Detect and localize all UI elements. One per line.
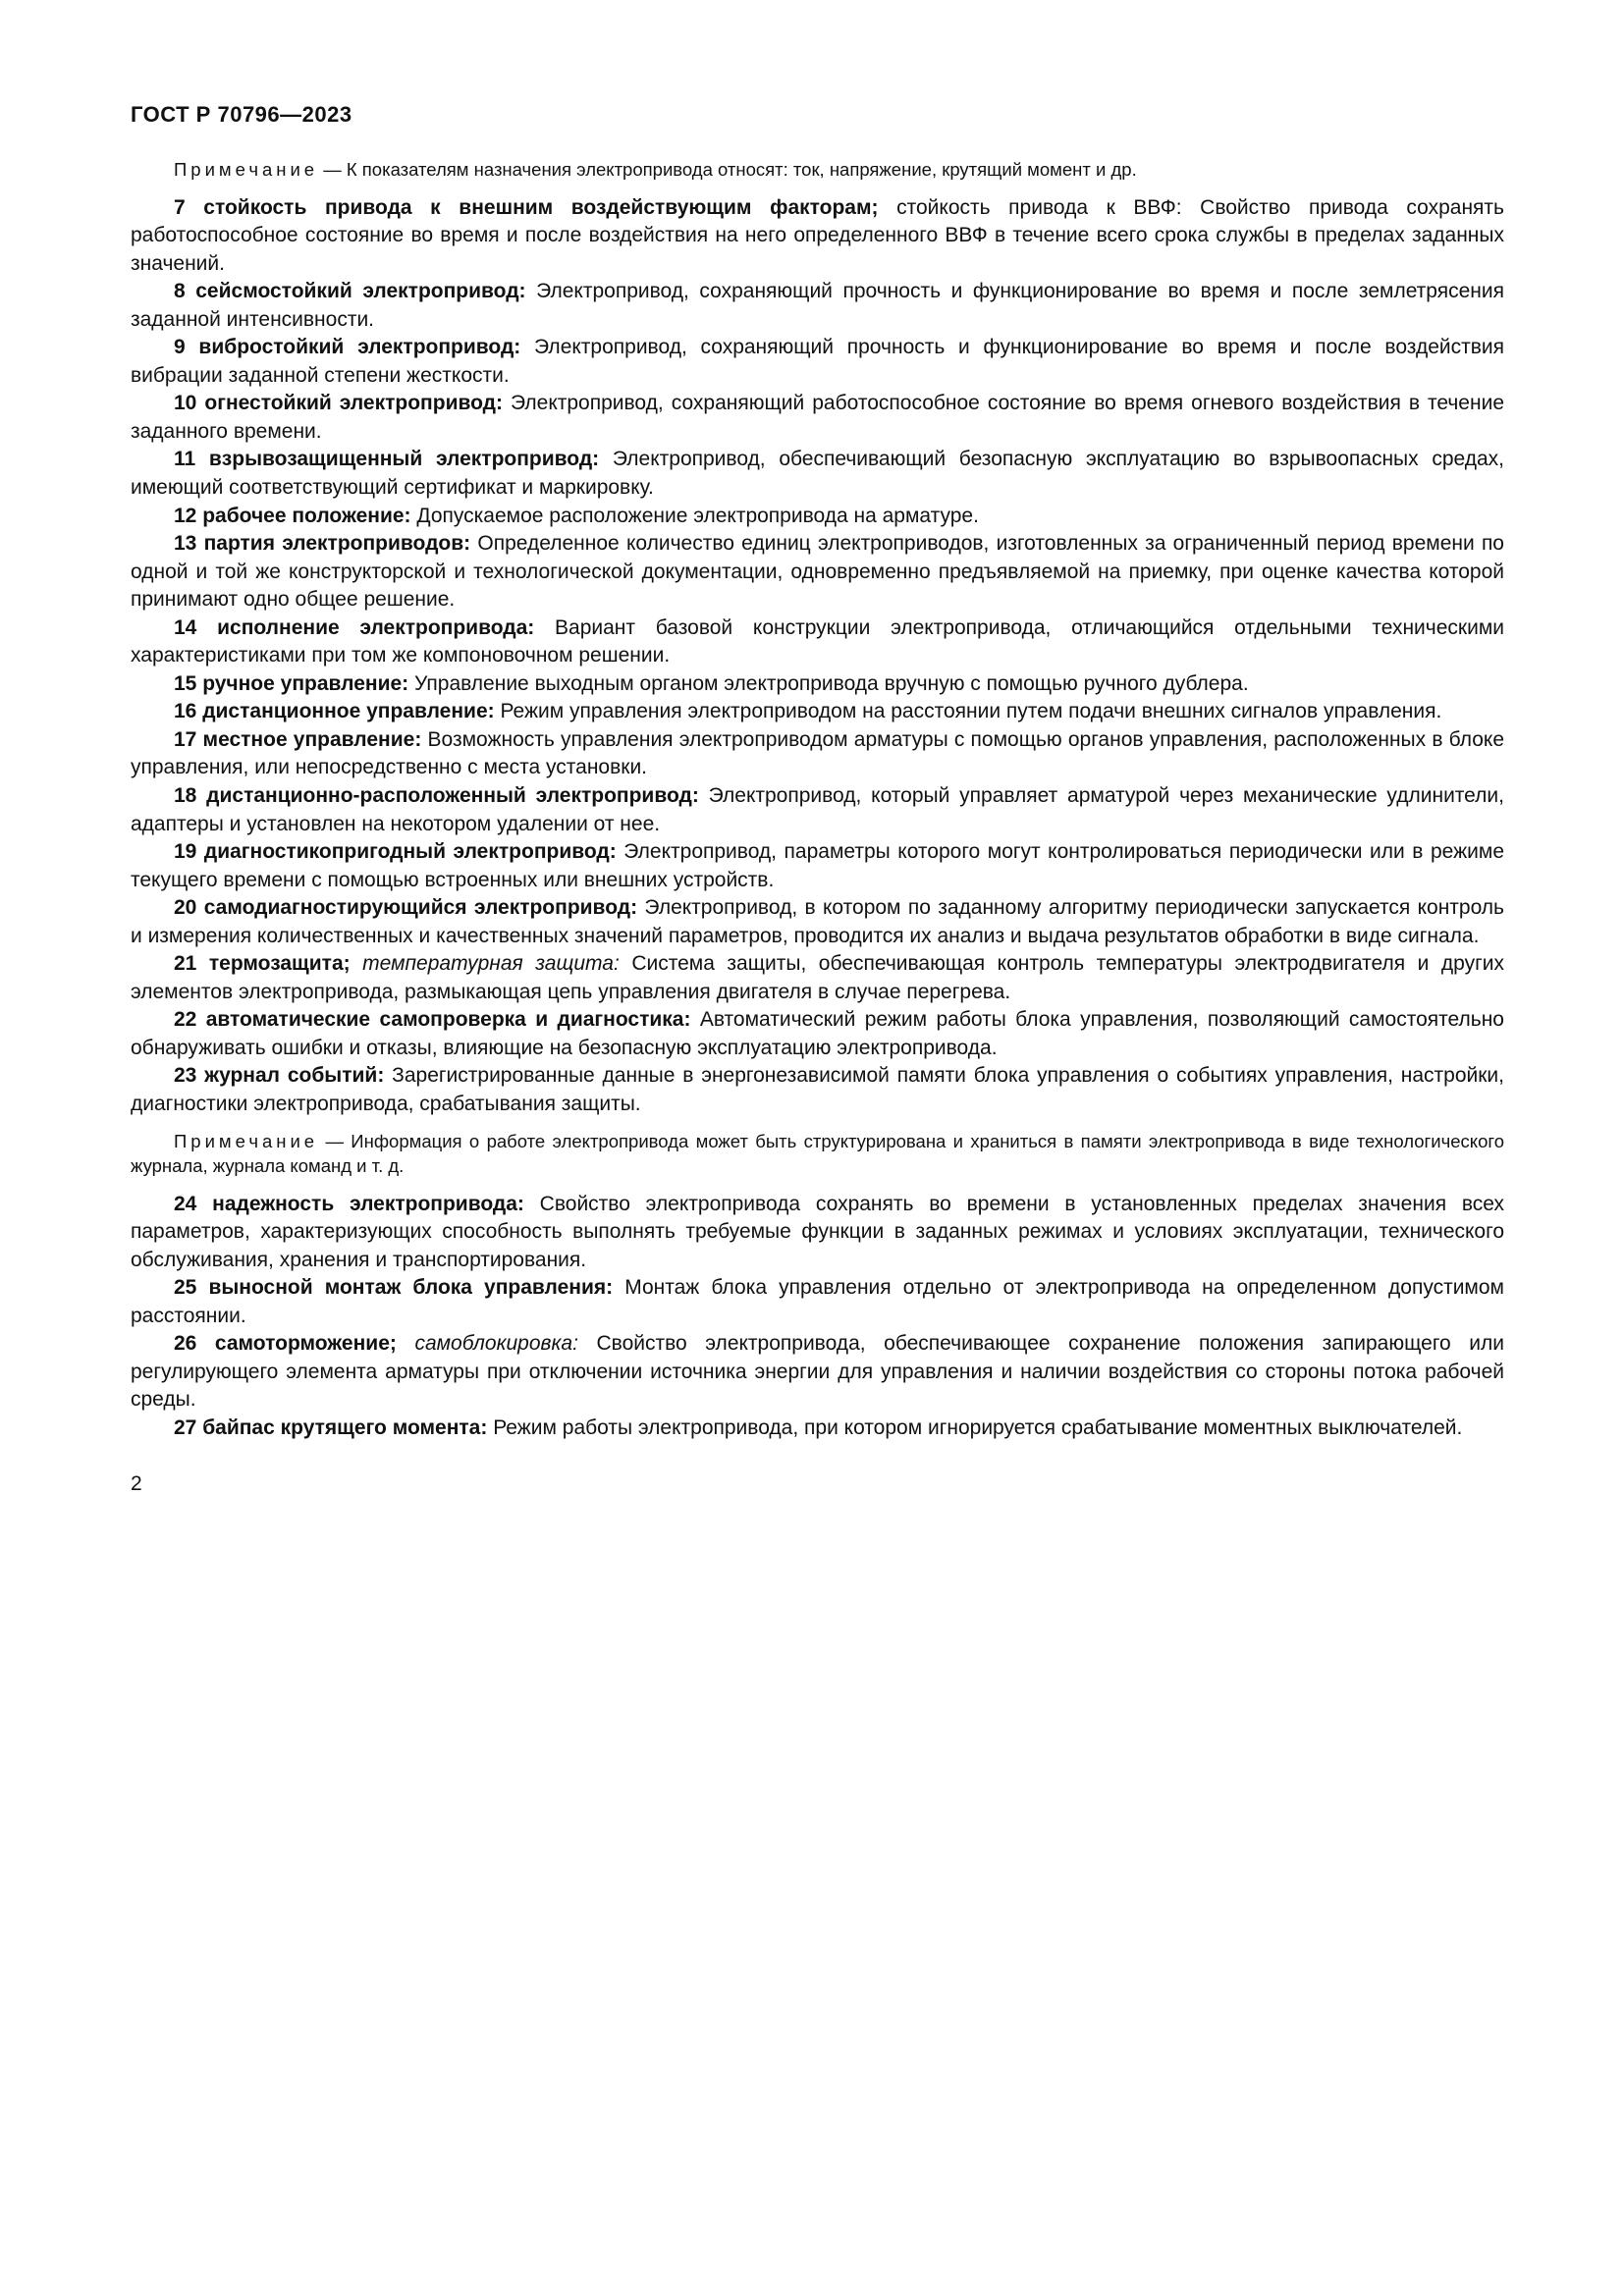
term-name: 24 надежность электропривода: [174, 1192, 524, 1215]
term-paragraph: 18 дистанционно-расположенный электропривод: Электропривод, который управляет арматурой через механические удлинители, адаптеры и установлен на некотором удалении от нее. [131, 784, 1504, 835]
term-name: 25 выносной монтаж блока управления: [174, 1276, 614, 1300]
note-text: — К показателям назначения электропривода относят: ток, напряжение, крутящий момент и др. [323, 159, 1137, 180]
term-name: 18 дистанционно-расположенный электропривод: [174, 784, 699, 807]
note-label: Примечание [174, 159, 319, 180]
term-paragraph: 22 автоматические самопроверка и диагностика: Автоматический режим работы блока управления, позволяющий самостоятельно обнаруживать ошибки и отказы, влияющие на безопасную эксплуатацию электропривода. [131, 1008, 1504, 1059]
note-label: Примечание [174, 1130, 319, 1151]
term-name: 20 самодиагностирующийся электропривод: [174, 896, 638, 920]
term-paragraph: 10 огнестойкий электропривод: Электропривод, сохраняющий работоспособное состояние во время огневого воздействия в течение заданного времени. [131, 392, 1504, 443]
term-paragraph: 21 термозащита; температурная защита: Система защиты, обеспечивающая контроль температуры электродвигателя и других элементов электропривода, размыкающая цепь управления двигателя в случае перегрева. [131, 952, 1505, 1003]
term-name: 12 рабочее положение: [174, 504, 411, 527]
term-paragraph: 20 самодиагностирующийся электропривод: Электропривод, в котором по заданному алгоритму периодически запускается контроль и измерения количественных и качественных значений параметров, проводится их анализ и выдача результатов обработки в виде сигнала. [131, 896, 1504, 947]
term-paragraph: 8 сейсмостойкий электропривод: Электропривод, сохраняющий прочность и функционирование во время и после землетрясения заданной интенсивности. [131, 280, 1504, 331]
term-paragraph: 15 ручное управление: Управление выходным органом электропривода вручную с помощью ручного дублера. [174, 671, 1249, 695]
term-name: 27 байпас крутящего момента: [174, 1415, 488, 1439]
term-paragraph: 27 байпас крутящего момента: Режим работы электропривода, при котором игнорируется срабатывание моментных выключателей. [174, 1415, 1463, 1439]
term-paragraph: 12 рабочее положение: Допускаемое расположение электропривода на арматуре. [174, 504, 979, 527]
term-name: 13 партия электроприводов: [174, 532, 471, 556]
term-paragraph: 25 выносной монтаж блока управления: Монтаж блока управления отдельно от электропривода на определенном допустимом расстоянии. [131, 1276, 1504, 1327]
term-name: 7 стойкость привода к внешним воздействующим факторам; [174, 195, 879, 219]
term-name: 26 самоторможение; [174, 1332, 397, 1356]
term-paragraph: 7 стойкость привода к внешним воздействующим факторам; стойкость привода к ВВФ: Свойство привода сохранять работоспособное состояние во время и после воздействия на него определенного ВВФ в течение всего срока службы в пределах заданных значений. [131, 195, 1504, 275]
term-name: 16 дистанционное управление: [174, 700, 495, 723]
term-paragraph: 17 местное управление: Возможность управления электроприводом арматуры с помощью органов управления, расположенных в блоке управления, или непосредственно с места установки. [131, 727, 1505, 779]
term-paragraph: 9 вибростойкий электропривод: Электропривод, сохраняющий прочность и функционирование во время и после воздействия вибрации заданной степени жесткости. [131, 336, 1505, 387]
document-body [131, 157, 1504, 1443]
term-paragraph: 11 взрывозащищенный электропривод: Электропривод, обеспечивающий безопасную эксплуатацию во взрывоопасных средах, имеющий соответствующий сертификат и маркировку. [131, 448, 1505, 499]
note-paragraph: Примечание — Информация о работе электропривода может быть структурирована и храниться в памяти электропривода в виде технологического журнала, журнала команд и т. д. [131, 1130, 1504, 1177]
term-name: 22 автоматические самопроверка и диагностика: [174, 1008, 691, 1032]
term-name: 15 ручное управление: [174, 671, 409, 695]
term-name: 23 журнал событий: [174, 1064, 385, 1088]
page-number: 2 [131, 1471, 142, 1495]
term-name: 9 вибростойкий электропривод: [174, 336, 521, 359]
term-synonym: самоблокировка: [414, 1332, 578, 1356]
term-paragraph: 16 дистанционное управление: Режим управления электроприводом на расстоянии путем подачи внешних сигналов управления. [174, 700, 1442, 723]
terms-list [131, 194, 1504, 1443]
term-name: 14 исполнение электропривода: [174, 615, 535, 639]
term-synonym: температурная защита: [362, 952, 620, 976]
term-name: 17 местное управление: [174, 727, 422, 751]
term-paragraph: 24 надежность электропривода: Свойство электропривода сохранять во времени в установленных пределах значения всех параметров, характеризующих способность выполнять требуемые функции в заданных режимах и условиях эксплуатации, технического обслуживания, хранения и транспортирования. [131, 1192, 1504, 1271]
term-paragraph: 26 самоторможение; самоблокировка: Свойство электропривода, обеспечивающее сохранение положения запирающего или регулирующего элемента арматуры при отключении источника энергии для управления и наличии воздействия со стороны потока рабочей среды. [131, 1332, 1504, 1412]
top-note-paragraph [131, 157, 1504, 183]
term-name: 21 термозащита; [174, 952, 351, 976]
term-paragraph: 13 партия электроприводов: Определенное количество единиц электроприводов, изготовленных за ограниченный период времени по одной и той же конструкторской и технологической документации, одновременно предъявляемой на приемку, при оценке качества которой принимают одно общее решение. [131, 532, 1504, 612]
term-paragraph: 19 диагностикопригодный электропривод: Электропривод, параметры которого могут контролироваться периодически или в режиме текущего времени с помощью встроенных или внешних устройств. [131, 840, 1505, 891]
term-name: 8 сейсмостойкий электропривод: [174, 280, 526, 303]
term-name: 11 взрывозащищенный электропривод: [174, 448, 600, 471]
term-synonym: стойкость привода к ВВФ: [896, 195, 1182, 219]
term-paragraph: 14 исполнение электропривода: Вариант базовой конструкции электропривода, отличающийся отдельными техническими характеристиками при том же компоновочном решении. [131, 615, 1504, 667]
term-name: 19 диагностикопригодный электропривод: [174, 840, 617, 864]
doc-header: ГОСТ Р 70796—2023 [131, 102, 352, 127]
term-name: 10 огнестойкий электропривод: [174, 392, 503, 415]
term-paragraph: 23 журнал событий: Зарегистрированные данные в энергонезависимой памяти блока управления о событиях управления, настройки, диагностики электропривода, срабатывания защиты. [131, 1064, 1505, 1116]
